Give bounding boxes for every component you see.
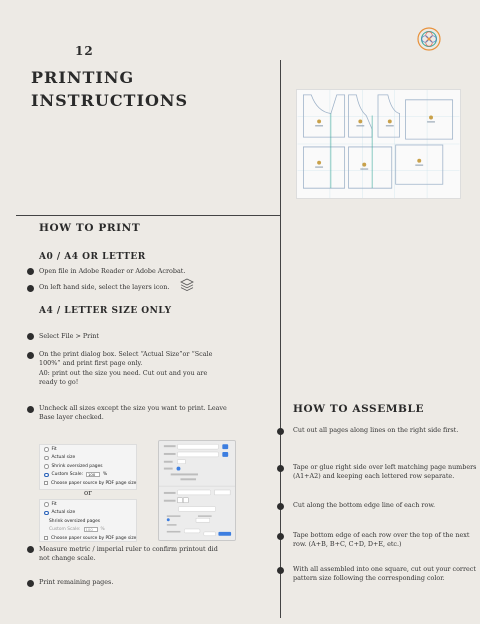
fit-label: Fit bbox=[51, 501, 57, 507]
assemble-step-2-line-1: Tape or glue right side over left matching page numbers bbox=[293, 463, 477, 471]
assemble-step-2-line-2: (A1+A2) and keeping each lettered row separate. bbox=[293, 472, 455, 481]
assemble-step-5 bbox=[293, 565, 476, 584]
title-line-1: PRINTING bbox=[31, 68, 135, 87]
custom-scale-label: Custom Scale: bbox=[49, 527, 81, 533]
bullet bbox=[27, 352, 34, 359]
bullet bbox=[277, 465, 284, 472]
bullet bbox=[27, 546, 34, 553]
actual-size-row bbox=[40, 454, 136, 463]
percent-label: % bbox=[103, 472, 108, 478]
actual-size-radio[interactable] bbox=[44, 456, 49, 461]
assemble-step-4 bbox=[293, 531, 469, 550]
bullet bbox=[277, 533, 284, 540]
fit-row bbox=[40, 500, 136, 509]
fit-label: Fit bbox=[51, 446, 57, 452]
step-measure-ruler bbox=[39, 545, 218, 564]
actual-size-label: Actual size bbox=[51, 455, 76, 461]
step-uncheck-sizes-line-1: Uncheck all sizes except the size you want to print. Leave bbox=[39, 404, 227, 412]
step-open-file: Open file in Adobe Reader or Adobe Acrobat. bbox=[39, 267, 186, 275]
page-title bbox=[31, 66, 188, 112]
step-print-remaining: Print remaining pages. bbox=[39, 578, 114, 586]
step-measure-ruler-line-1: Measure metric / imperial ruler to confirm printout did bbox=[39, 545, 218, 553]
layers-icon bbox=[180, 278, 194, 292]
shrink-label: Shrink oversized pages bbox=[49, 518, 101, 524]
step-measure-ruler-line-2: not change scale. bbox=[39, 554, 96, 563]
how-to-print-heading: HOW TO PRINT bbox=[39, 222, 141, 234]
assemble-step-4-line-1: Tape bottom edge of each row over the top of the next bbox=[293, 531, 470, 539]
mandala-logo-icon bbox=[417, 27, 441, 51]
custom-scale-input[interactable]: 100 bbox=[84, 527, 98, 532]
assemble-step-3: Cut along the bottom edge line of each row. bbox=[293, 501, 436, 509]
shrink-label: Shrink oversized pages bbox=[51, 463, 103, 469]
step-layers-icon: On left hand side, select the layers icon. bbox=[39, 283, 170, 291]
print-dialog-thumbnail bbox=[158, 440, 236, 541]
paper-source-label: Choose paper source by PDF page size bbox=[51, 480, 137, 486]
fit-row bbox=[40, 445, 136, 454]
pattern-layout-preview bbox=[296, 89, 461, 199]
step-print-dialog-line-3: A0: print out the size you need. Cut out and you are bbox=[39, 368, 208, 377]
fit-radio[interactable] bbox=[44, 502, 49, 507]
assemble-step-5-line-1: With all assembled into one square, cut out your correct bbox=[293, 565, 476, 573]
step-print-dialog-line-2: 100%” and print first page only. bbox=[39, 359, 143, 368]
or-label: or bbox=[84, 489, 92, 497]
custom-scale-input[interactable]: 100 bbox=[86, 472, 100, 477]
percent-label: % bbox=[100, 527, 105, 533]
paper-source-row bbox=[40, 479, 136, 488]
assemble-step-4-line-2: row. (A+B, B+C, C+D, D+E, etc.) bbox=[293, 540, 402, 549]
paper-source-checkbox[interactable] bbox=[44, 481, 48, 485]
custom-scale-radio[interactable] bbox=[44, 473, 49, 478]
custom-scale-row bbox=[40, 526, 136, 535]
page-number: 12 bbox=[75, 44, 94, 58]
shrink-row bbox=[40, 517, 136, 526]
bullet bbox=[27, 333, 34, 340]
actual-size-radio[interactable] bbox=[44, 511, 49, 516]
a0-heading: A0 / A4 OR LETTER bbox=[39, 252, 146, 262]
custom-scale-label: Custom Scale: bbox=[51, 472, 84, 478]
fit-radio[interactable] bbox=[44, 447, 49, 452]
step-print-dialog-line-4: ready to go! bbox=[39, 378, 79, 387]
custom-scale-row bbox=[40, 471, 136, 480]
bullet bbox=[277, 503, 284, 510]
step-uncheck-sizes bbox=[39, 404, 227, 423]
bullet bbox=[27, 268, 34, 275]
paper-source-label: Choose paper source by PDF page size bbox=[51, 535, 137, 541]
bullet bbox=[27, 406, 34, 413]
a4-heading: A4 / LETTER SIZE ONLY bbox=[39, 306, 172, 316]
paper-source-checkbox[interactable] bbox=[44, 536, 48, 540]
step-select-print: Select File > Print bbox=[39, 332, 99, 340]
shrink-row bbox=[40, 462, 136, 471]
assemble-step-1: Cut out all pages along lines on the right side first. bbox=[293, 426, 459, 434]
bullet bbox=[277, 567, 284, 574]
print-options-panel-b bbox=[39, 499, 137, 542]
title-line-2: INSTRUCTIONS bbox=[31, 91, 189, 110]
section-divider bbox=[16, 215, 280, 216]
how-to-assemble-heading: HOW TO ASSEMBLE bbox=[293, 403, 425, 415]
shrink-radio[interactable] bbox=[44, 464, 49, 469]
step-print-dialog bbox=[39, 350, 212, 388]
actual-size-label: Actual size bbox=[51, 510, 76, 516]
bullet bbox=[277, 428, 284, 435]
assemble-step-2 bbox=[293, 463, 476, 482]
actual-size-row bbox=[40, 509, 136, 518]
print-options-panel-a bbox=[39, 444, 137, 490]
bullet bbox=[27, 285, 34, 292]
step-print-dialog-line-1: On the print dialog box. Select “Actual Size”or “Scale bbox=[39, 350, 213, 358]
paper-source-row bbox=[40, 534, 136, 543]
bullet bbox=[27, 580, 34, 587]
step-uncheck-sizes-line-2: Base layer checked. bbox=[39, 413, 104, 422]
assemble-step-5-line-2: pattern size following the corresponding color. bbox=[293, 574, 445, 583]
